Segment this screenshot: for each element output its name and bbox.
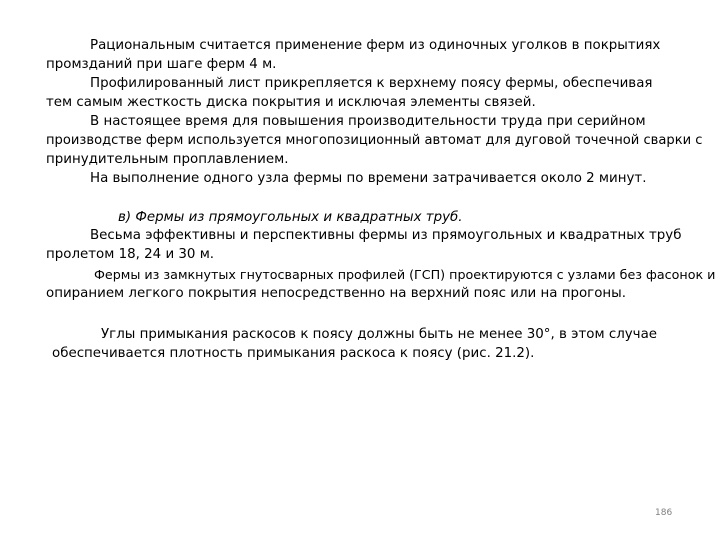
paragraph-2-line-2: тем самым жесткость диска покрытия и исключая элементы связей. bbox=[46, 95, 536, 110]
section-heading: в) Фермы из прямоугольных и квадратных труб. bbox=[118, 210, 463, 225]
paragraph-4-line-1: На выполнение одного узла фермы по времени затрачивается около 2 минут. bbox=[90, 171, 647, 186]
paragraph-3-line-1: В настоящее время для повышения производительности труда при серийном bbox=[90, 114, 646, 129]
paragraph-2-line-1: Профилированный лист прикрепляется к верхнему поясу фермы, обеспечивая bbox=[90, 76, 653, 91]
paragraph-7-line-2: опиранием легкого покрытия непосредственно на верхний пояс или на прогоны. bbox=[46, 286, 626, 301]
paragraph-1-line-2: промзданий при шаге ферм 4 м. bbox=[46, 57, 277, 72]
paragraph-6-line-1: Весьма эффективны и перспективны фермы из прямоугольных и квадратных труб bbox=[90, 228, 682, 243]
page-number: 186 bbox=[655, 508, 673, 518]
paragraph-7-line-1: Фермы из замкнутых гнутосварных профилей (ГСП) проектируются с узлами без фасонок и bbox=[94, 267, 716, 282]
paragraph-8-line-2: обеспечивается плотность примыкания раскоса к поясу (рис. 21.2). bbox=[52, 346, 535, 361]
paragraph-3-line-2: производстве ферм используется многопозиционный автомат для дуговой точечной сварки с bbox=[46, 133, 703, 148]
paragraph-3-line-3: принудительным проплавлением. bbox=[46, 152, 289, 167]
paragraph-1-line-1: Рациональным считается применение ферм из одиночных уголков в покрытиях bbox=[90, 38, 661, 53]
paragraph-8-line-1: Углы примыкания раскосов к поясу должны быть не менее 30°, в этом случае bbox=[101, 327, 658, 342]
paragraph-6-line-2: пролетом 18, 24 и 30 м. bbox=[46, 247, 215, 262]
